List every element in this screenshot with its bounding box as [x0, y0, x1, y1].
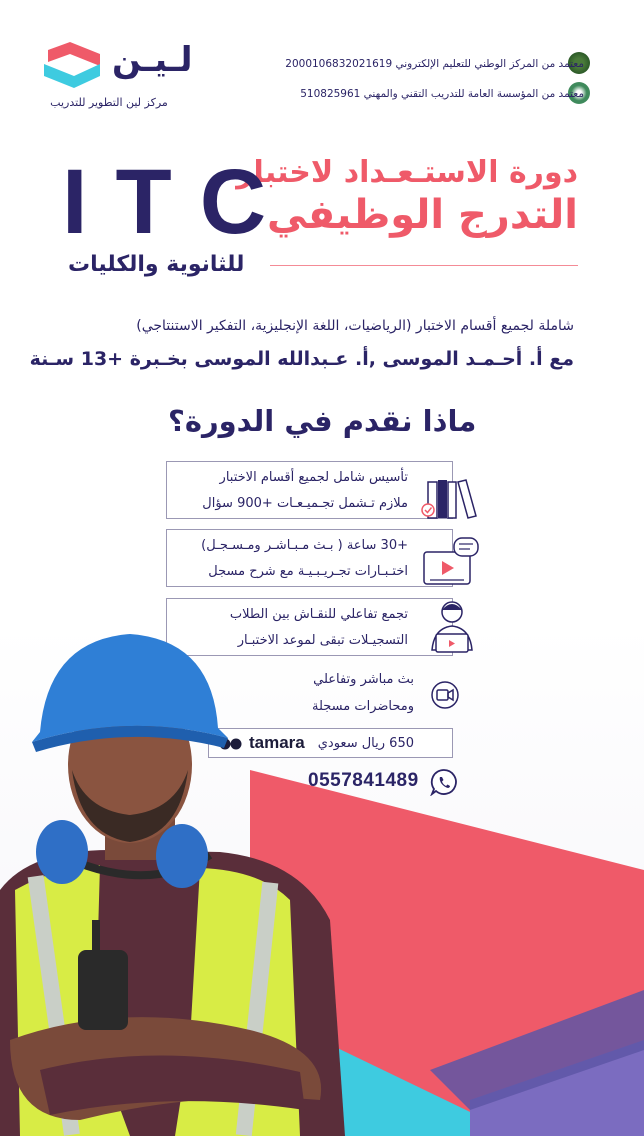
feature-line: اختـبـارات تجـريـبـيـة مع شرح مسجل: [208, 564, 408, 579]
accreditation-tvtc: معتمد من المؤسسة العامة للتدريب التقني والمهني 510825961: [300, 88, 584, 100]
contact-phone[interactable]: 0557841489: [308, 770, 419, 791]
brand-subtitle: مركز لين التطوير للتدريب: [50, 96, 168, 109]
video-camera-icon: [430, 680, 460, 710]
headline-acronym: ITC: [62, 151, 295, 253]
video-lesson-icon: [420, 536, 480, 588]
headline-audience: للثانوية والكليات: [68, 252, 245, 277]
feature-line: بث مباشر وتفاعلي: [313, 672, 414, 687]
price-text: 650 ريال سعودي: [317, 736, 414, 751]
whatsapp-icon[interactable]: [430, 768, 458, 796]
books-icon: [418, 476, 478, 520]
feature-box-hours: [166, 529, 453, 587]
feature-box-foundation: [166, 461, 453, 519]
payment-provider: tamara: [249, 733, 305, 752]
feature-line: ملازم تـشمل تجـميـعـات +900 سؤال: [202, 496, 408, 511]
feature-line: +30 ساعة ( بـث مـبـاشـر ومـسـجـل): [201, 538, 408, 553]
feature-line: ومحاضرات مسجلة: [311, 699, 414, 714]
headline-line2: التدرج الوظيفي: [266, 192, 578, 238]
brand-logo-word: لـيـن: [112, 40, 193, 80]
worker-photo: [0, 620, 360, 1136]
course-teachers: مع أ. أحـمـد الموسى ,أ. عـبدالله الموسى بخـبرة +13 سـنة: [29, 348, 574, 370]
accreditation-elearning: معتمد من المركز الوطني للتعليم الإلكتروني 2000106832021619: [285, 58, 584, 70]
headline-divider: [270, 265, 578, 266]
headline-line1: دورة الاستـعـداد لاختبار: [236, 155, 578, 190]
section-title: ماذا نقدم في الدورة؟: [168, 404, 477, 438]
feature-line: تجمع تفاعلي للنقـاش بين الطلاب: [229, 607, 408, 622]
course-description: شاملة لجميع أقسام الاختبار (الرياضيات، اللغة الإنجليزية، التفكير الاستنتاجي): [136, 318, 574, 334]
feature-line: تأسيس شامل لجميع أقسام الاختبار: [219, 470, 408, 485]
feature-line: التسجيـلات تبقى لموعد الاختبـار: [237, 633, 408, 648]
student-laptop-icon: [424, 598, 480, 656]
